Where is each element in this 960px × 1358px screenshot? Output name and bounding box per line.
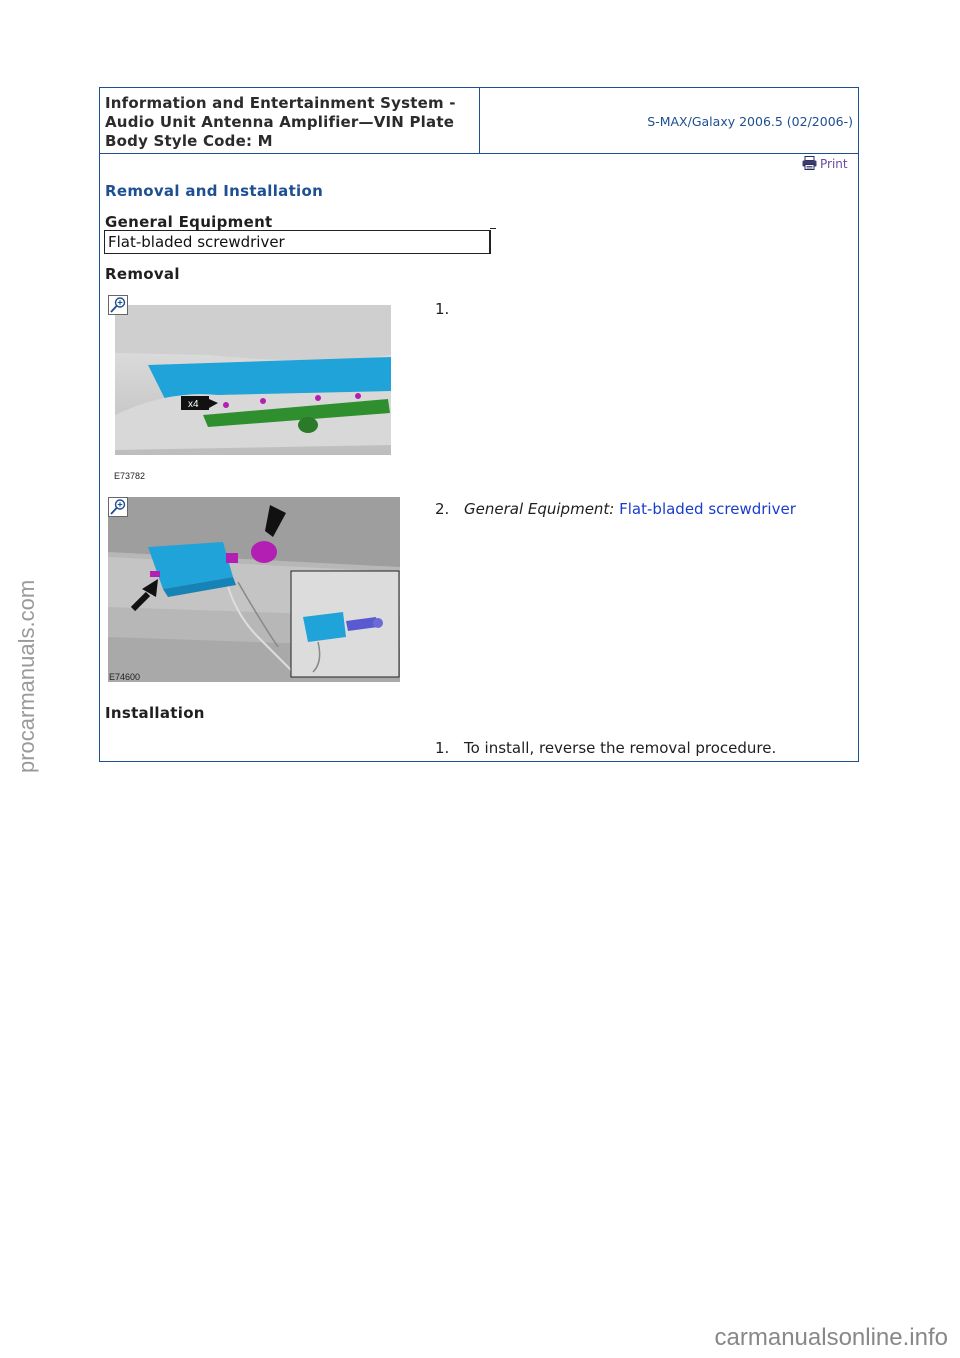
- side-watermark: [12, 555, 42, 775]
- equipment-box-tick: [490, 228, 496, 229]
- figure-code-1: E73782: [114, 471, 146, 481]
- vehicle-model: S-MAX/Galaxy 2006.5 (02/2006-): [647, 114, 853, 129]
- side-watermark-text: procarmanuals.com: [14, 579, 39, 773]
- magnify-icon[interactable]: [108, 295, 128, 315]
- removal-step-1-number: 1.: [435, 300, 450, 318]
- magnify-icon[interactable]: [108, 497, 128, 517]
- title-line-2: Audio Unit Antenna Amplifier—VIN Plate: [105, 113, 455, 131]
- installation-step-1-text: To install, reverse the removal procedure.: [464, 739, 777, 757]
- equipment-item: Flat-bladed screwdriver: [104, 230, 491, 254]
- figure-code-2: E74600: [109, 672, 141, 682]
- dashboard-illustration: [108, 295, 408, 485]
- general-equipment-label: General Equipment:: [464, 500, 615, 518]
- figure-callout: x4: [188, 399, 199, 410]
- removal-heading: Removal: [105, 265, 180, 283]
- title-line-1: Information and Entertainment System -: [105, 94, 456, 112]
- equipment-link[interactable]: Flat-bladed screwdriver: [619, 500, 796, 518]
- printer-icon: [802, 156, 817, 170]
- installation-step-1-number: 1.: [435, 739, 450, 757]
- header-title-cell: [100, 88, 480, 153]
- removal-step-2-number: 2.: [435, 500, 450, 518]
- installation-heading: Installation: [105, 704, 205, 722]
- print-button[interactable]: [802, 156, 848, 171]
- title-line-3: Body Style Code: M: [105, 132, 273, 150]
- general-equipment-heading: General Equipment: [105, 213, 273, 231]
- print-label: Print: [820, 157, 848, 171]
- document-frame: [99, 87, 859, 762]
- removal-figure-1[interactable]: [108, 295, 408, 485]
- document-header: [100, 88, 858, 154]
- footer-watermark: carmanualsonline.info: [714, 1324, 948, 1351]
- removal-step-2-text: [464, 500, 796, 518]
- removal-figure-2[interactable]: [108, 497, 408, 685]
- amplifier-illustration: [108, 497, 408, 685]
- section-title: Removal and Installation: [105, 182, 324, 200]
